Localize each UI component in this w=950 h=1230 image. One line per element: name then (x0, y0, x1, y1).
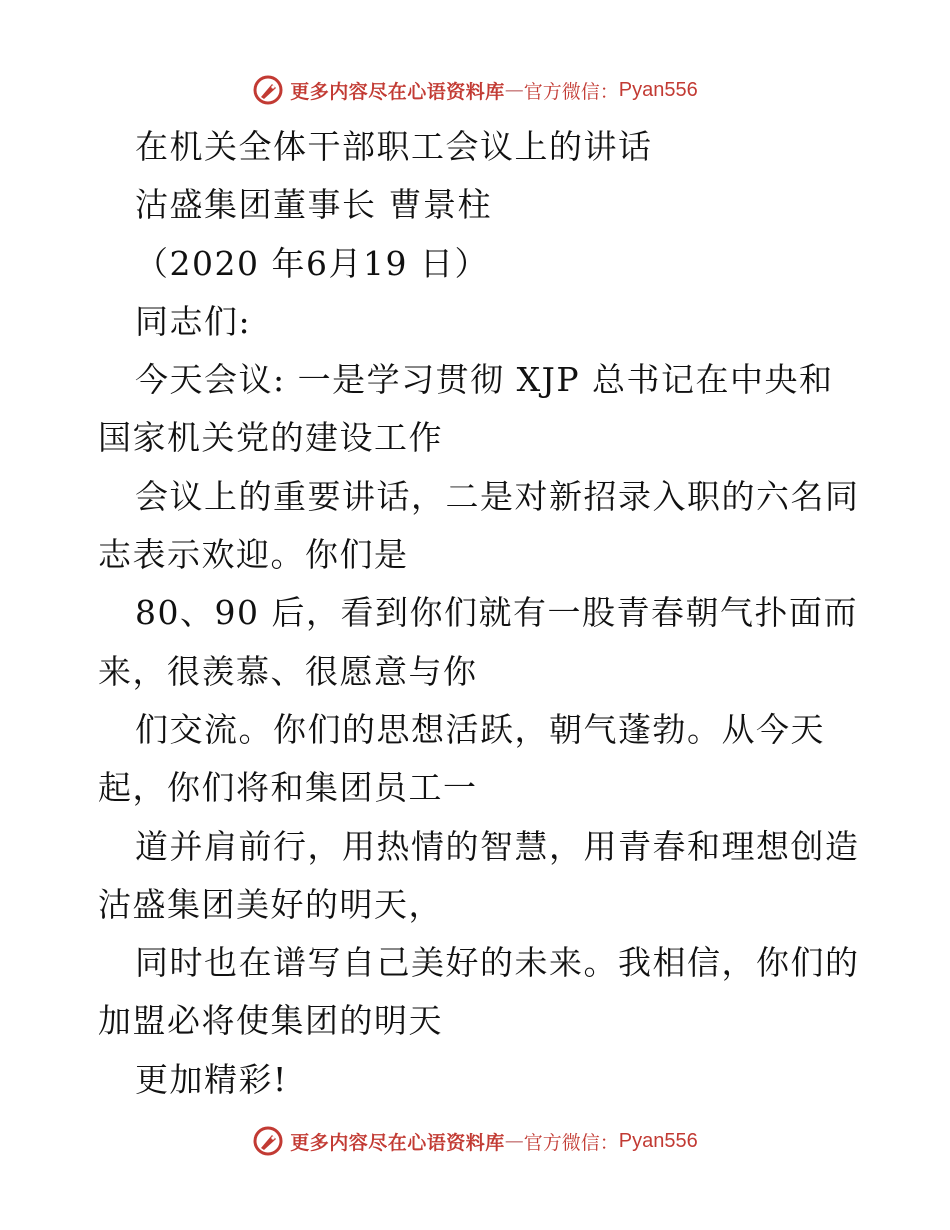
paragraph-line: 同时也在谱写自己美好的未来。我相信，你们的 (135, 943, 860, 983)
paragraph-line: 们交流。你们的思想活跃，朝气蓬勃。从今天 (135, 709, 825, 749)
watermark-wechat-id: Pyan556 (618, 78, 698, 101)
pen-nib-logo-icon (252, 74, 284, 106)
watermark-official-label: 官方微信： (523, 1131, 619, 1154)
paragraph-line: 来，很羡慕、很愿意与你 (98, 651, 478, 691)
document-date: （2020 年6月19 日） (135, 243, 489, 283)
salutation: 同志们: (135, 301, 252, 341)
document-author: 沽盛集团董事长 曹景柱 (135, 185, 492, 225)
paragraph-line: 加盟必将使集团的明天 (98, 1001, 443, 1041)
document-body (98, 118, 858, 1109)
header-watermark (0, 70, 950, 110)
paragraph-line: 80、90 后，看到你们就有一股青春朝气扑面而 (135, 593, 858, 633)
paragraph-line: 国家机关党的建设工作 (98, 418, 443, 458)
paragraph-line: 道并肩前行，用热情的智慧，用青春和理想创造 (135, 826, 860, 866)
paragraph-line: 沽盛集团美好的明天， (98, 884, 443, 924)
paragraph-line: 起，你们将和集团员工一 (98, 768, 478, 808)
watermark-wechat-id: Pyan556 (618, 1129, 698, 1152)
watermark-official-label: 官方微信： (523, 80, 619, 103)
watermark-separator: — (504, 1130, 524, 1152)
paragraph-line: 会议上的重要讲话，二是对新招录入职的六名同 (135, 476, 860, 516)
watermark-site-text: 更多内容尽在心语资料库 (290, 80, 505, 103)
footer-watermark (0, 1121, 950, 1161)
pen-nib-logo-icon (252, 1125, 284, 1157)
paragraph-line: 更加精彩! (135, 1059, 288, 1099)
document-title: 在机关全体干部职工会议上的讲话 (135, 127, 653, 166)
paragraph-line: 志表示欢迎。你们是 (98, 535, 409, 575)
watermark-separator: — (504, 79, 524, 101)
paragraph-line: 今天会议: 一是学习贯彻 XJP 总书记在中央和 (135, 360, 834, 400)
watermark-site-text: 更多内容尽在心语资料库 (290, 1131, 505, 1154)
